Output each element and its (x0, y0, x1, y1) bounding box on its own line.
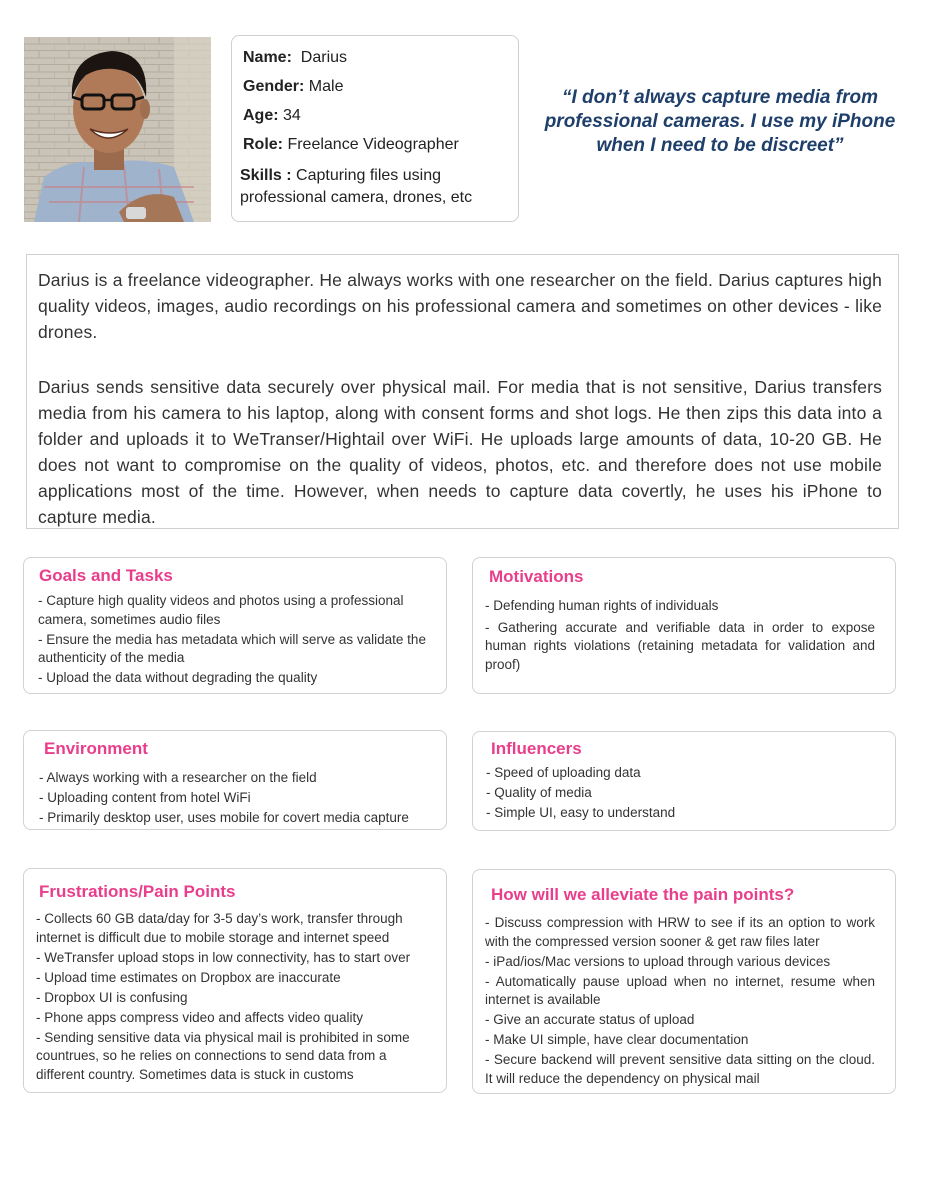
alleviate-list (485, 914, 875, 1088)
frustrations-list (36, 910, 430, 1084)
skills-value-line2: professional camera, drones, etc (240, 189, 473, 206)
motivations-title: Motivations (489, 567, 584, 586)
age-value: 34 (283, 107, 301, 124)
goals-title: Goals and Tasks (39, 566, 173, 585)
list-item: - Defending human rights of individuals (485, 598, 719, 613)
goals-card (23, 557, 447, 694)
list-item: - Automatically pause upload when no internet, resume when internet is available (485, 973, 875, 1007)
role-label: Role: (243, 136, 283, 153)
persona-info-card (231, 35, 519, 222)
alleviate-title: How will we alleviate the pain points? (491, 885, 795, 904)
environment-title: Environment (44, 739, 148, 758)
name-row (243, 49, 347, 67)
name-value: Darius (300, 49, 348, 66)
list-item: - Secure backend will prevent sensitive data sitting on the cloud. It will reduce the dependency on physical mail (485, 1052, 875, 1086)
gender-value: Male (308, 78, 344, 95)
frustrations-title: Frustrations/Pain Points (39, 882, 236, 901)
list-item: - Sending sensitive data via physical mail is prohibited in some countrues, so he relies on connections to send data from a different country. Sometimes data is stuck in customs (36, 1029, 410, 1082)
list-item: - Upload time estimates on Dropbox are inaccurate (36, 969, 341, 985)
persona-quote: “I don’t always capture media from professional cameras. I use my iPhone when I need to be discreet” (544, 87, 896, 156)
list-item: - WeTransfer upload stops in low connectivity, has to start over (36, 949, 411, 965)
persona-description (26, 254, 899, 529)
list-item: - Dropbox UI is confusing (36, 989, 188, 1005)
description-paragraph-2: Darius sends sensitive data securely over physical mail. For media that is not sensitive, Darius transfers media from his camera to his laptop, along with consent forms and shot logs. He then zips this data into a folder and uploads it to WeTranser/Hightail over WiFi. He uploads large amounts of data, 10-20 GB. He does not want to compromise on the quality of videos, photos, etc. and therefore does not use mobile applications most of the time. However, when needs to capture data covertly, he uses his iPhone to capture media. (38, 377, 882, 527)
list-item: - Gathering accurate and verifiable data in order to expose human rights violations (retaining metadata for validation and proof) (485, 619, 875, 672)
list-item: - Simple UI, easy to understand (486, 805, 676, 820)
motivations-card (472, 557, 896, 694)
list-item: - Phone apps compress video and affects video quality (36, 1009, 363, 1025)
list-item: - Collects 60 GB data/day for 3-5 day’s work, transfer through internet is difficult due to mobile storage and internet speed (36, 911, 403, 945)
skills-label: Skills : (240, 167, 292, 184)
motivations-list (485, 597, 875, 674)
gender-row (243, 78, 343, 96)
list-item: - Make UI simple, have clear documentation (485, 1032, 749, 1047)
frustrations-card (23, 868, 447, 1093)
age-row (243, 107, 301, 125)
age-label: Age: (243, 107, 279, 124)
list-item: - Always working with a researcher on the field (39, 770, 317, 785)
description-paragraph-1: Darius is a freelance videographer. He always works with one researcher on the field. Darius captures high quality videos, images, audio recordings on his professional camera and sometimes on other devices - like drones. (38, 270, 882, 342)
skills-value-line1: Capturing files using (296, 167, 441, 184)
gender-label: Gender: (243, 78, 305, 95)
role-value: Freelance Videographer (287, 136, 459, 153)
list-item: - Upload the data without degrading the quality (38, 670, 318, 685)
list-item: - Give an accurate status of upload (485, 1012, 695, 1027)
list-item: - Primarily desktop user, uses mobile for covert media capture (39, 810, 409, 825)
skills-row (240, 165, 472, 209)
list-item: - Discuss compression with HRW to see if its an option to work with the compressed version sooner & get raw files later (485, 915, 875, 949)
environment-list (39, 769, 430, 828)
goals-list (38, 592, 430, 688)
environment-card (23, 730, 447, 830)
influencers-card (472, 731, 896, 831)
alleviate-card (472, 869, 896, 1094)
list-item: - Ensure the media has metadata which will serve as validate the authenticity of the media (38, 631, 426, 665)
list-item: - Quality of media (486, 785, 592, 800)
influencers-list (486, 764, 879, 823)
role-row (243, 136, 459, 154)
list-item: - Speed of uploading data (486, 765, 641, 780)
list-item: - iPad/ios/Mac versions to upload through various devices (485, 953, 831, 969)
list-item: - Uploading content from hotel WiFi (39, 790, 251, 805)
name-label: Name: (243, 49, 292, 66)
influencers-title: Influencers (491, 739, 582, 758)
list-item: - Capture high quality videos and photos using a professional camera, sometimes audio files (38, 593, 404, 627)
persona-photo (24, 37, 211, 222)
